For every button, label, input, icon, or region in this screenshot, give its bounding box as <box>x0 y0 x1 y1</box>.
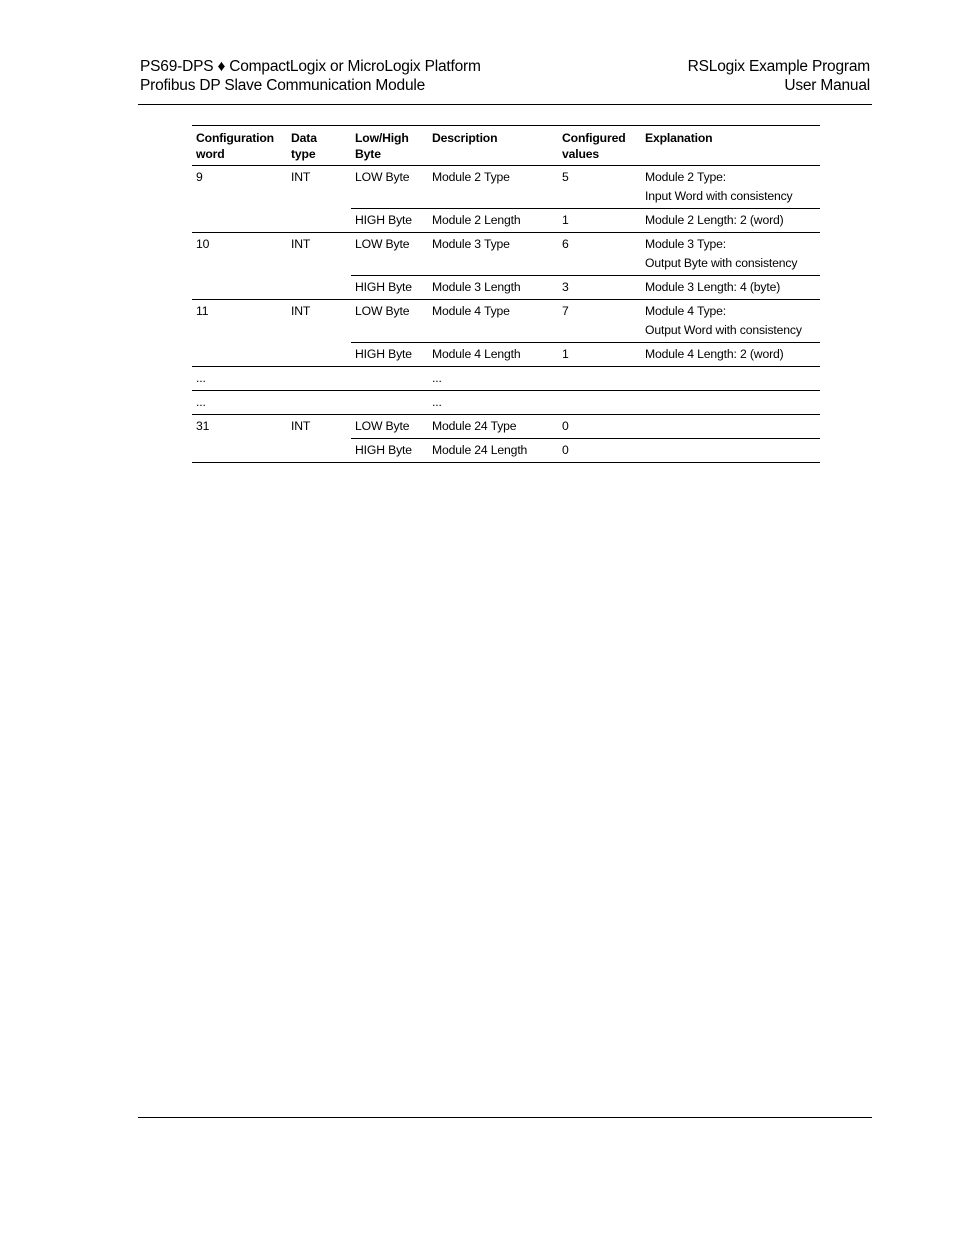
footer-divider <box>138 1117 872 1118</box>
cell-byte: LOW Byte <box>355 170 410 184</box>
cell-configured-value: 5 <box>562 170 569 184</box>
header-document-type: User Manual <box>784 77 870 94</box>
cell-byte: HIGH Byte <box>351 343 432 367</box>
cell-data-type: INT <box>291 300 351 367</box>
table-row <box>192 300 820 343</box>
header-low-high-byte: Low/High Byte <box>351 126 432 166</box>
cell-description: Module 4 Length <box>432 343 562 367</box>
cell-description: ... <box>432 391 562 415</box>
cell-configured-value: 1 <box>562 343 645 367</box>
header-configured-values: Configured values <box>562 126 645 166</box>
table-row-ellipsis <box>192 391 820 415</box>
header-description: Description <box>432 126 562 166</box>
cell-data-type: INT <box>291 415 351 463</box>
cell-description: ... <box>432 367 562 391</box>
cell-config-word: 10 <box>192 233 291 300</box>
header-product-title: PS69-DPS ♦ CompactLogix or MicroLogix Platform <box>140 58 481 75</box>
cell-configured-value: 7 <box>562 300 645 343</box>
cell-description: Module 2 Length <box>432 209 562 233</box>
table-row <box>192 166 820 209</box>
cell-description: Module 24 Type <box>432 415 562 439</box>
table-row <box>192 233 820 276</box>
cell-explanation: Module 4 Type: Output Word with consistency <box>645 300 820 343</box>
cell-config-word: ... <box>192 391 291 415</box>
header-module-title: Profibus DP Slave Communication Module <box>140 77 426 94</box>
cell-explanation: Module 3 Type: Output Byte with consistency <box>645 233 820 276</box>
cell-data-type: INT <box>291 233 351 300</box>
cell-explanation: Module 4 Length: 2 (word) <box>645 343 820 367</box>
header-data-type: Data type <box>291 126 351 166</box>
cell-config-word: 9 <box>196 170 203 184</box>
cell-config-word: 31 <box>192 415 291 463</box>
cell-explanation: Module 3 Length: 4 (byte) <box>645 276 820 300</box>
cell-configured-value: 0 <box>562 415 645 439</box>
cell-description: Module 2 Type <box>432 170 510 184</box>
cell-description: Module 3 Length <box>432 276 562 300</box>
cell-byte: LOW Byte <box>351 300 432 343</box>
cell-configured-value: 0 <box>562 439 645 463</box>
table-row-ellipsis <box>192 367 820 391</box>
cell-data-type: INT <box>291 170 311 184</box>
header-left <box>140 57 481 95</box>
header-explanation: Explanation <box>645 126 820 166</box>
cell-byte: LOW Byte <box>351 415 432 439</box>
cell-description: Module 3 Type <box>432 233 562 276</box>
cell-byte: LOW Byte <box>351 233 432 276</box>
table-row <box>192 415 820 439</box>
cell-byte: HIGH Byte <box>351 439 432 463</box>
cell-byte: HIGH Byte <box>351 209 432 233</box>
header-section-title: RSLogix Example Program <box>687 58 870 75</box>
cell-configured-value: 1 <box>562 209 645 233</box>
cell-description: Module 4 Type <box>432 300 562 343</box>
cell-byte: HIGH Byte <box>351 276 432 300</box>
table-header-row <box>192 126 820 166</box>
cell-explanation: Module 2 Length: 2 (word) <box>645 209 820 233</box>
configuration-table <box>192 125 820 463</box>
header-configuration-word: Configuration word <box>192 126 291 166</box>
cell-config-word: ... <box>192 367 291 391</box>
cell-config-word: 11 <box>192 300 291 367</box>
cell-configured-value: 6 <box>562 233 645 276</box>
cell-explanation: Module 2 Type: Input Word with consistency <box>645 170 793 203</box>
cell-configured-value: 3 <box>562 276 645 300</box>
cell-description: Module 24 Length <box>432 439 562 463</box>
header-right <box>688 57 870 95</box>
header-divider <box>138 104 872 105</box>
